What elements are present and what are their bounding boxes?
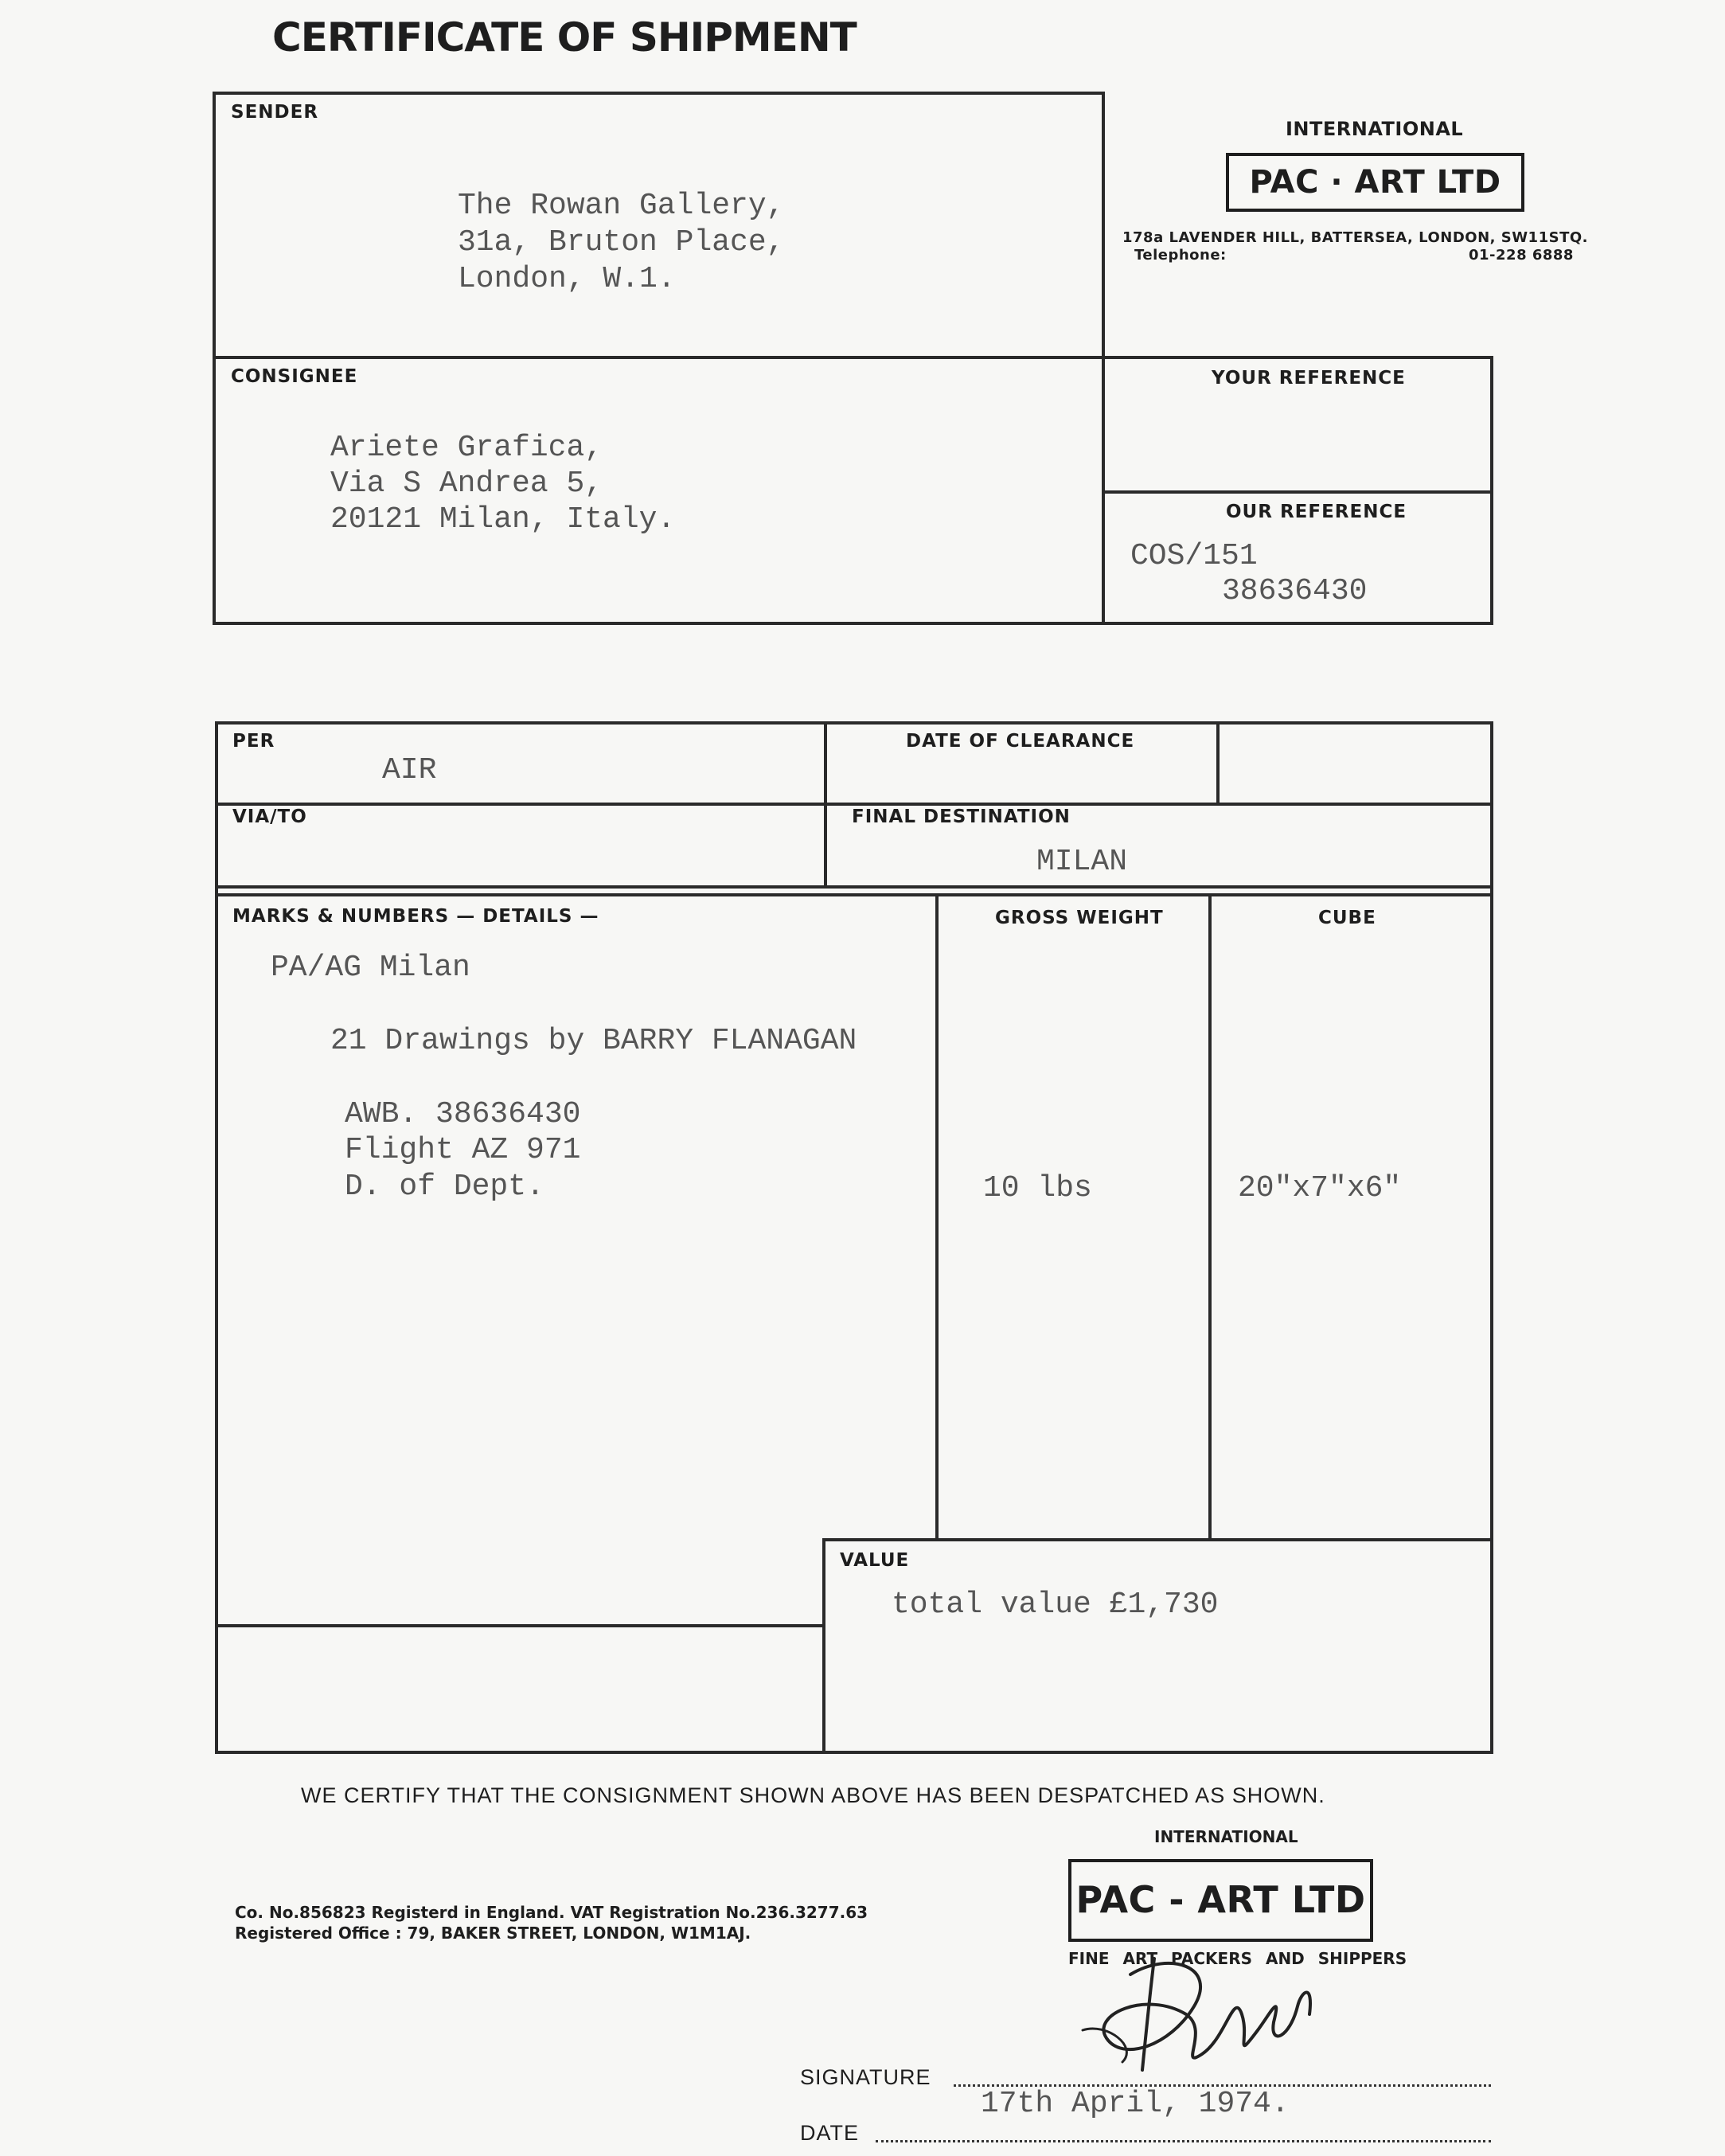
cube-value: 20"x7"x6" [1238,1171,1402,1205]
date-value: 17th April, 1974. [981,2087,1290,2121]
marks-box-bottom [215,1624,825,1627]
handwritten-signature [1075,1943,1337,2086]
telephone-label: Telephone: [1134,247,1227,264]
international-label: INTERNATIONAL [1286,118,1464,140]
consignee-label: CONSIGNEE [231,366,358,387]
marks-line-5: D. of Dept. [345,1170,544,1204]
value-label: VALUE [840,1550,910,1571]
our-reference-number: 38636430 [1222,574,1368,608]
sender-line-1: The Rowan Gallery, [458,189,785,223]
final-destination-value: MILAN [1036,845,1128,879]
marks-line-4: Flight AZ 971 [345,1133,581,1167]
footer-pac-art-logo [1068,1859,1373,1942]
via-row-bottom-1 [215,885,1493,889]
your-reference-label: YOUR REFERENCE [1212,368,1406,389]
value-box-left [822,1538,825,1754]
final-destination-label: FINAL DESTINATION [852,807,1071,827]
registration-line-1: Co. No.856823 Registerd in England. VAT Registration No.236.3277.63 [235,1903,868,1922]
footer-international-label: INTERNATIONAL [1154,1827,1298,1846]
per-label: PER [232,731,275,752]
cube-divider [1208,893,1212,1538]
consignee-line-3: 20121 Milan, Italy. [330,502,676,537]
via-row-bottom-2 [215,893,1493,896]
value-text: total value £1,730 [892,1588,1219,1622]
company-address: 178a LAVENDER HILL, BATTERSEA, LONDON, SW11STQ. [1122,229,1588,246]
document-title: CERTIFICATE OF SHIPMENT [272,14,857,61]
registration-line-2: Registered Office : 79, BAKER STREET, LONDON, W1M1AJ. [235,1924,751,1943]
references-divider [1102,490,1493,494]
gross-weight-divider [935,893,939,1538]
footer-pac-art-logo-text: PAC - ART LTD [1075,1878,1366,1921]
marks-line-3: AWB. 38636430 [345,1097,581,1131]
signature-label: SIGNATURE [800,2065,931,2089]
sender-line-2: 31a, Bruton Place, [458,225,785,260]
clearance-divider [1216,721,1220,806]
consignee-line-2: Via S Andrea 5, [330,467,603,501]
sender-label: SENDER [231,102,319,123]
per-value: AIR [382,753,437,787]
sender-line-3: London, W.1. [458,262,676,296]
shipment-details-box [215,721,1493,1754]
value-box-top [822,1538,1493,1541]
marks-label: MARKS & NUMBERS — DETAILS — [232,906,599,927]
gross-weight-value: 10 lbs [983,1171,1092,1205]
date-of-clearance-label: DATE OF CLEARANCE [906,731,1135,752]
marks-line-2: 21 Drawings by BARRY FLANAGAN [330,1024,857,1058]
pac-art-logo [1226,153,1524,212]
certify-statement: WE CERTIFY THAT THE CONSIGNMENT SHOWN ABOVE HAS BEEN DESPATCHED AS SHOWN. [301,1783,1325,1807]
marks-line-1: PA/AG Milan [271,951,470,985]
date-label: DATE [800,2121,860,2145]
pac-art-logo-text: PAC · ART LTD [1249,164,1501,201]
consignee-line-1: Ariete Grafica, [330,431,603,465]
per-row-bottom [215,803,1493,806]
telephone-number: 01-228 6888 [1469,247,1574,264]
footer-tagline: FINE ART PACKERS AND SHIPPERS [1068,1949,1407,1968]
gross-weight-label: GROSS WEIGHT [995,908,1164,928]
date-line [876,2140,1491,2142]
our-reference-label: OUR REFERENCE [1226,502,1407,522]
our-reference-code: COS/151 [1130,539,1258,573]
cube-label: CUBE [1318,908,1376,928]
via-to-label: VIA/TO [232,807,307,827]
